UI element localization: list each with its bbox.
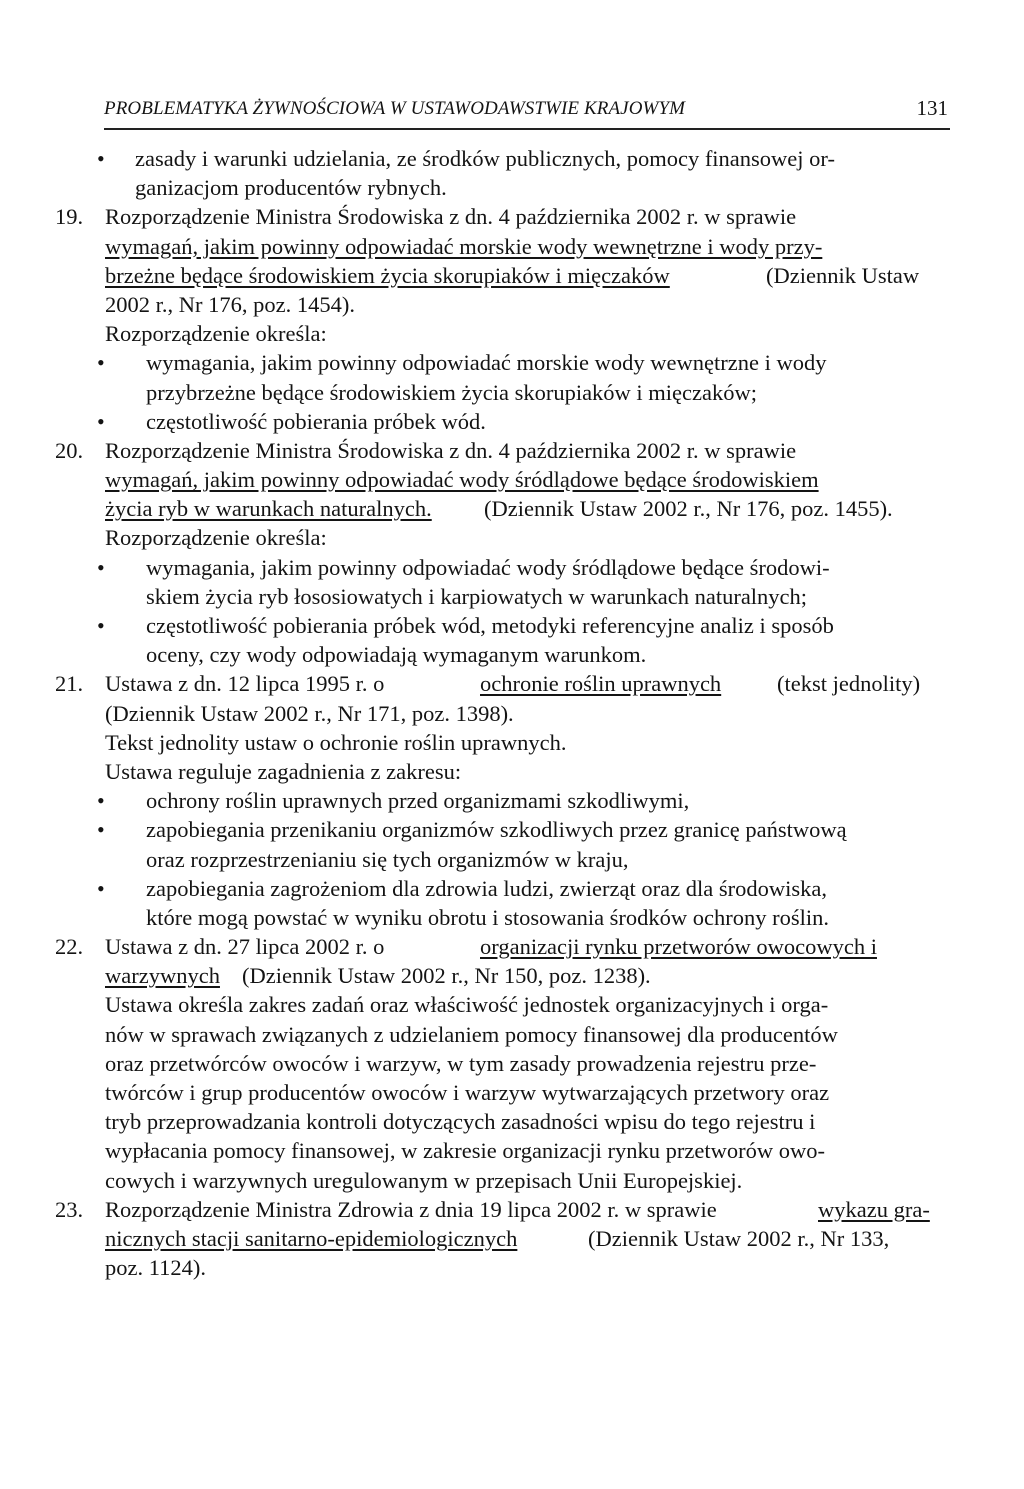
text-line: Rozporządzenie określa: — [105, 525, 327, 551]
text-line: zapobiegania przenikaniu organizmów szkodliwych przez granicę państwową — [146, 817, 847, 843]
underlined-title: wymagań, jakim powinny odpowiadać morskie wody wewnętrzne i wody przy- — [105, 233, 823, 259]
text-fragment: (Dziennik Ustaw 2002 r., Nr 150, poz. 1238). — [242, 963, 651, 989]
item-19-line-5 — [0, 319, 1024, 348]
item-number: 20. — [55, 437, 84, 463]
intro-line-1 — [0, 144, 1024, 173]
item-21-bullet-3-cont — [0, 903, 1024, 932]
bullet-icon: • — [97, 554, 105, 580]
item-22-para-6 — [0, 1136, 1024, 1165]
item-21-bullet-1 — [0, 786, 1024, 815]
text-line: które mogą powstać w wyniku obrotu i stosowania środków ochrony roślin. — [146, 904, 830, 930]
intro-line-2 — [0, 173, 1024, 202]
item-number: 23. — [55, 1196, 84, 1222]
text-fragment: Ustawa z dn. 12 lipca 1995 r. o — [105, 671, 385, 697]
text-line: Rozporządzenie Ministra Środowiska z dn. 4 października 2002 r. w sprawie — [105, 204, 797, 230]
text-line: oceny, czy wody odpowiadają wymaganym warunkom. — [146, 642, 647, 668]
text-line: ochrony roślin uprawnych przed organizmami szkodliwymi, — [146, 788, 690, 814]
item-23-line-1 — [0, 1195, 1024, 1224]
text-fragment: (Dziennik Ustaw — [766, 262, 920, 288]
item-19-line-3 — [0, 261, 1024, 290]
item-20-bullet-1-cont — [0, 582, 1024, 611]
item-22-para-2 — [0, 1020, 1024, 1049]
text-line: częstotliwość pobierania próbek wód. — [146, 408, 486, 434]
text-line: 2002 r., Nr 176, poz. 1454). — [105, 291, 355, 317]
text-line: poz. 1124). — [105, 1255, 207, 1281]
item-22-para-4 — [0, 1078, 1024, 1107]
text-line: Ustawa określa zakres zadań oraz właściwość jednostek organizacyjnych i orga- — [105, 992, 829, 1018]
item-20-line-1 — [0, 436, 1024, 465]
text-line: oraz przetwórców owoców i warzyw, w tym zasady prowadzenia rejestru prze- — [105, 1050, 817, 1076]
text-line: przybrzeżne będące środowiskiem życia skorupiaków i mięczaków; — [146, 379, 758, 405]
item-22-line-1 — [0, 932, 1024, 961]
item-19-bullet-1 — [0, 348, 1024, 377]
text-line: Ustawa reguluje zagadnienia z zakresu: — [105, 758, 462, 784]
item-22-para-1 — [0, 990, 1024, 1019]
item-20-line-4 — [0, 523, 1024, 552]
item-22-para-5 — [0, 1107, 1024, 1136]
text-line: (Dziennik Ustaw 2002 r., Nr 171, poz. 1398). — [105, 700, 514, 726]
text-line: wypłacania pomocy finansowej, w zakresie organizacji rynku przetworów owo- — [105, 1138, 825, 1164]
underlined-title: wykazu gra- — [818, 1196, 930, 1222]
item-19-line-1 — [0, 202, 1024, 231]
text-line: częstotliwość pobierania próbek wód, metodyki referencyjne analiz i sposób — [146, 613, 834, 638]
item-20-bullet-2 — [0, 611, 1024, 640]
item-21-line-2 — [0, 699, 1024, 728]
text-fragment: (Dziennik Ustaw 2002 r., Nr 176, poz. 1455). — [484, 496, 893, 522]
text-line: nów w sprawach związanych z udzielaniem pomocy finansowej dla producentów — [105, 1021, 838, 1047]
text-line: skiem życia ryb łososiowatych i karpiowatych w warunkach naturalnych; — [146, 583, 808, 609]
text-fragment: Ustawa z dn. 27 lipca 2002 r. o — [105, 934, 385, 960]
text-line: Rozporządzenie Ministra Środowiska z dn. 4 października 2002 r. w sprawie — [105, 437, 797, 463]
header-title: PROBLEMATYKA ŻYWNOŚCIOWA W USTAWODAWSTWIE KRAJOWYM — [104, 98, 686, 119]
item-20-line-2 — [0, 465, 1024, 494]
underlined-title: ochronie roślin uprawnych — [480, 671, 722, 697]
item-22-line-2 — [0, 961, 1024, 990]
bullet-icon: • — [97, 350, 105, 376]
item-21-bullet-2 — [0, 815, 1024, 844]
text-fragment: (Dziennik Ustaw 2002 r., Nr 133, — [588, 1225, 890, 1251]
bullet-icon: • — [97, 146, 105, 171]
text-fragment: (tekst jednolity) — [777, 671, 921, 697]
item-19-bullet-1-cont — [0, 378, 1024, 407]
item-19-line-2 — [0, 232, 1024, 261]
item-number: 22. — [55, 934, 84, 960]
bullet-icon: • — [97, 788, 105, 814]
document-body — [0, 144, 1024, 1282]
item-19-line-4 — [0, 290, 1024, 319]
item-21-bullet-2-cont — [0, 845, 1024, 874]
item-22-para-3 — [0, 1049, 1024, 1078]
underlined-title: wymagań, jakim powinny odpowiadać wody śródlądowe będące środowiskiem — [105, 467, 819, 493]
item-21-line-4 — [0, 757, 1024, 786]
bullet-icon: • — [97, 408, 105, 434]
item-19-bullet-2 — [0, 407, 1024, 436]
text-line: cowych i warzywnych uregulowanym w przepisach Unii Europejskiej. — [105, 1167, 743, 1193]
text-line: zapobiegania zagrożeniom dla zdrowia ludzi, zwierząt oraz dla środowiska, — [146, 875, 827, 901]
item-20-line-3 — [0, 494, 1024, 523]
text-line: Rozporządzenie określa: — [105, 321, 327, 347]
underlined-title: warzywnych — [105, 963, 220, 989]
item-22-para-7 — [0, 1166, 1024, 1195]
bullet-icon: • — [97, 875, 105, 901]
text-line: Tekst jednolity ustaw o ochronie roślin uprawnych. — [105, 729, 567, 755]
underlined-title: organizacji rynku przetworów owocowych i — [480, 934, 877, 960]
item-23-line-3 — [0, 1253, 1024, 1282]
item-21-bullet-3 — [0, 874, 1024, 903]
bullet-icon: • — [97, 817, 105, 843]
item-21-line-1 — [0, 669, 1024, 698]
text-fragment: Rozporządzenie Ministra Zdrowia z dnia 19 lipca 2002 r. w sprawie — [105, 1196, 717, 1222]
text-line: oraz rozprzestrzenianiu się tych organizmów w kraju, — [146, 846, 629, 872]
running-header — [104, 96, 950, 130]
text-line: ganizacjom producentów rybnych. — [135, 175, 447, 201]
item-number: 19. — [55, 204, 84, 230]
text-line: zasady i warunki udzielania, ze środków publicznych, pomocy finansowej or- — [135, 146, 835, 171]
item-23-line-2 — [0, 1224, 1024, 1253]
page-number: 131 — [916, 96, 948, 120]
underlined-title: nicznych stacji sanitarno-epidemiologicznych — [105, 1225, 518, 1251]
underlined-title: brzeżne będące środowiskiem życia skorupiaków i mięczaków — [105, 262, 670, 288]
text-line: twórców i grup producentów owoców i warzyw wytwarzających przetwory oraz — [105, 1080, 830, 1105]
underlined-title: życia ryb w warunkach naturalnych. — [105, 496, 432, 522]
item-number: 21. — [55, 671, 84, 697]
text-line: tryb przeprowadzania kontroli dotyczących zasadności wpisu do tego rejestru i — [105, 1109, 816, 1135]
item-21-line-3 — [0, 728, 1024, 757]
item-20-bullet-1 — [0, 553, 1024, 582]
item-20-bullet-2-cont — [0, 640, 1024, 669]
text-line: wymagania, jakim powinny odpowiadać wody śródlądowe będące środowi- — [146, 554, 830, 580]
bullet-icon: • — [97, 613, 105, 638]
text-line: wymagania, jakim powinny odpowiadać morskie wody wewnętrzne i wody — [146, 350, 827, 376]
